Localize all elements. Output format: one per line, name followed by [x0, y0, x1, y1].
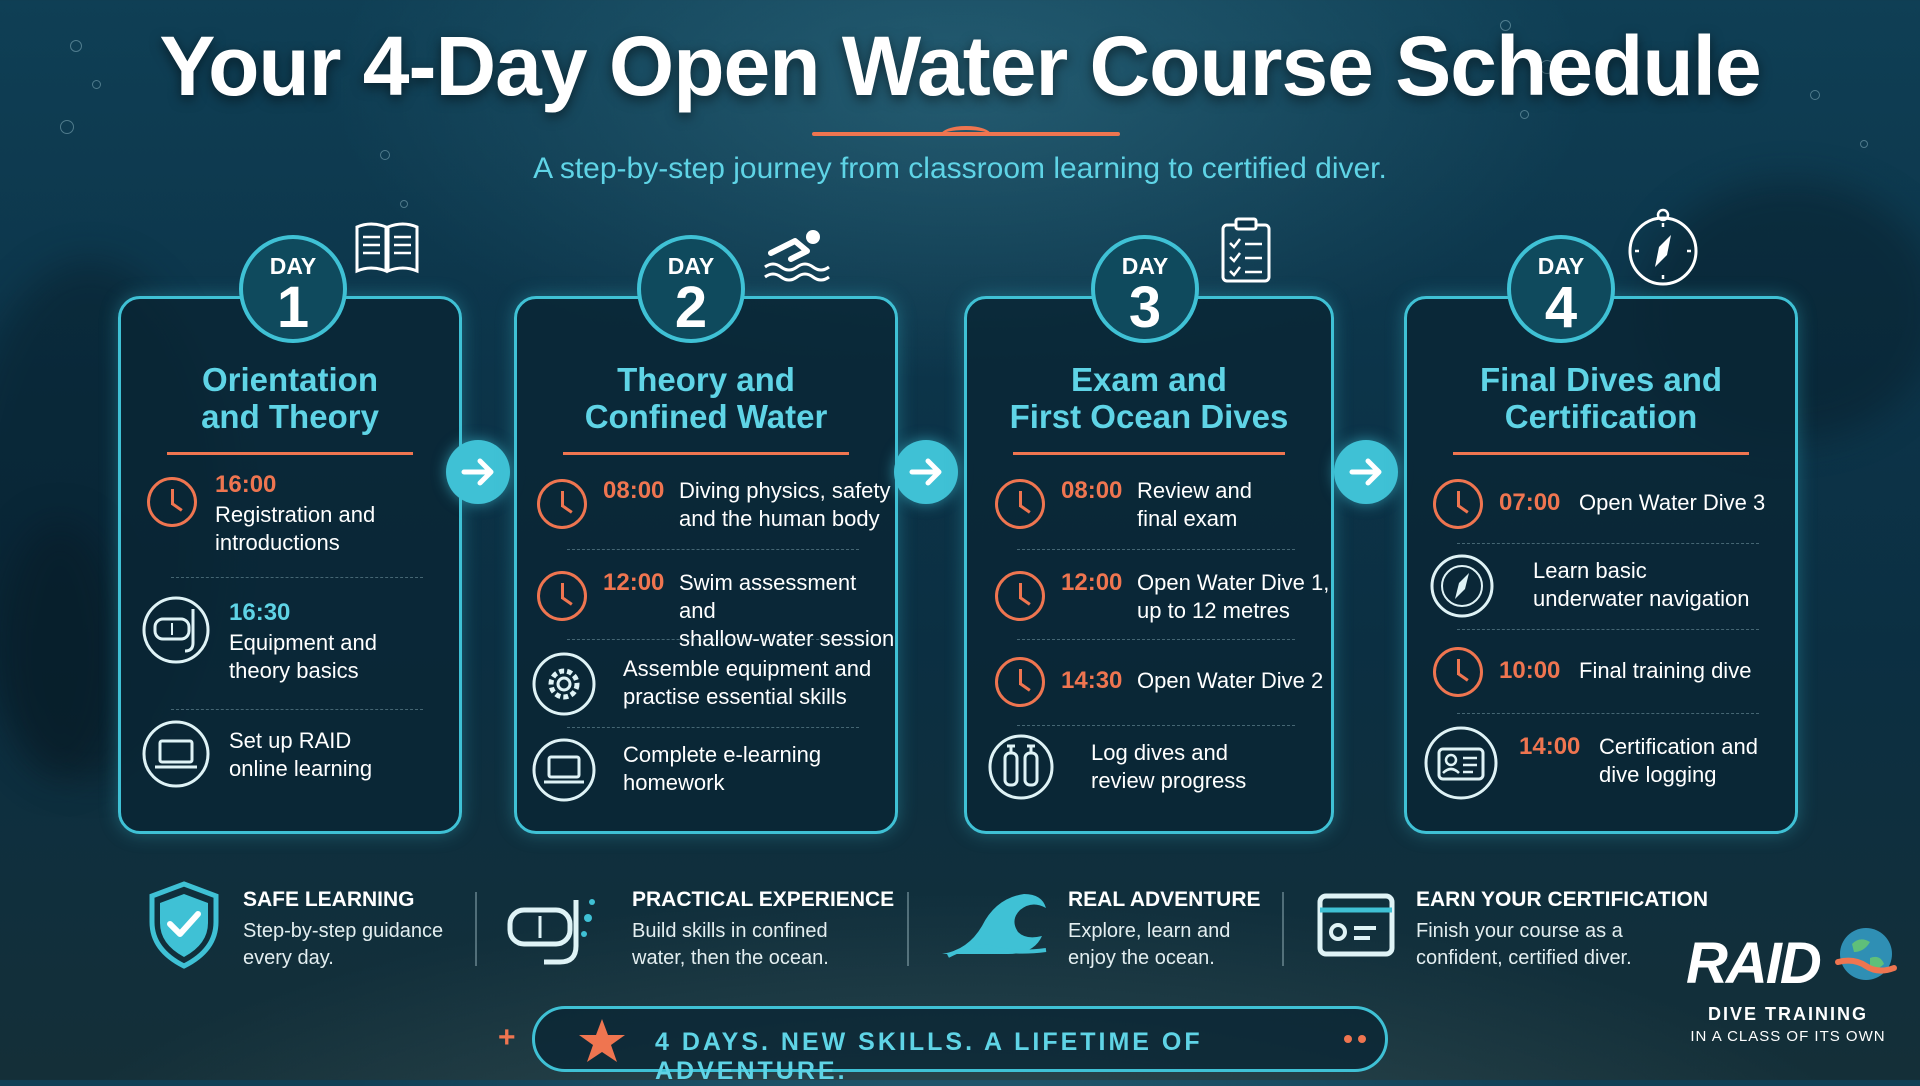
day-badge — [637, 235, 745, 343]
item-text-line: Review and — [1137, 478, 1252, 503]
laptop-icon — [531, 737, 597, 803]
benefit-line: enjoy the ocean. — [1068, 947, 1215, 969]
item-time: 10:00 — [1499, 657, 1561, 684]
benefit-line: Explore, learn and — [1068, 920, 1231, 942]
item-separator — [1017, 639, 1295, 640]
item-text-line: Equipment and — [229, 630, 377, 655]
day-card-2 — [514, 253, 898, 834]
day-title-line: Theory and — [617, 361, 795, 398]
day-card-1 — [118, 253, 462, 834]
benefit-heading: SAFE LEARNING — [243, 888, 415, 911]
day-badge — [1091, 235, 1199, 343]
item-text-line: and the human body — [679, 506, 880, 531]
item-time: 12:00 — [603, 569, 665, 596]
day-title — [1407, 361, 1795, 435]
item-text-line: Set up RAID — [229, 728, 352, 753]
item-text-line: Open Water Dive 1, — [1137, 570, 1330, 595]
next-day-arrow — [1334, 440, 1398, 504]
item-time: 12:00 — [1061, 569, 1123, 596]
item-text-line: Diving physics, safety — [679, 478, 891, 503]
day-label: DAY — [1121, 253, 1169, 279]
wave-icon — [938, 884, 1050, 958]
compass-icon — [1429, 553, 1495, 619]
item-text — [1579, 657, 1751, 685]
shield-check-icon — [146, 880, 222, 970]
item-text-line: Learn basic — [1533, 558, 1647, 583]
page-title: Your 4-Day Open Water Course Schedule — [159, 19, 1761, 113]
benefit-description — [1416, 918, 1632, 972]
item-time: 08:00 — [603, 477, 665, 504]
title-divider — [1453, 452, 1749, 455]
item-separator — [567, 727, 859, 728]
title-underline-wave — [941, 126, 991, 144]
next-day-arrow — [894, 440, 958, 504]
day-card-4 — [1404, 253, 1798, 834]
item-text-line: theory basics — [229, 658, 359, 683]
item-time: 16:00 — [215, 471, 277, 498]
benefit-description — [243, 918, 443, 972]
item-time: 16:30 — [229, 599, 291, 626]
clock-icon — [995, 657, 1045, 707]
banner-text: 4 DAYS. NEW SKILLS. A LIFETIME OF ADVENTURE. — [655, 1028, 1203, 1085]
title-divider — [1013, 452, 1285, 455]
swimmer-icon — [761, 225, 837, 283]
arrow-right-icon — [446, 440, 510, 504]
clock-icon — [1433, 479, 1483, 529]
item-text — [1533, 557, 1749, 613]
plus-decoration-icon: + — [498, 1021, 516, 1054]
item-text — [679, 477, 891, 533]
benefit-line: Step-by-step guidance — [243, 920, 444, 942]
day-label: DAY — [667, 253, 715, 279]
tagline-banner — [532, 1006, 1388, 1085]
day-title-line: Final Dives and — [1479, 361, 1723, 398]
item-text-line: Open Water Dive 2 — [1137, 668, 1324, 693]
item-separator — [1457, 543, 1759, 544]
item-text — [1599, 733, 1758, 789]
benefit-line: water, then the ocean. — [632, 947, 829, 969]
item-text-line: dive logging — [1599, 762, 1717, 787]
benefit-description — [632, 918, 829, 972]
dive-mask-icon — [504, 888, 600, 968]
item-separator — [171, 709, 423, 710]
item-separator — [171, 577, 423, 578]
day-number: 2 — [674, 275, 708, 340]
item-text-line: Log dives and — [1091, 740, 1228, 765]
day-card-3 — [964, 253, 1334, 834]
item-text-line: homework — [623, 770, 725, 795]
day-number: 1 — [276, 275, 310, 340]
day-title-line: Exam and — [1071, 361, 1227, 398]
laptop-icon — [141, 719, 211, 789]
benefit-divider — [475, 892, 477, 966]
benefit-heading: PRACTICAL EXPERIENCE — [632, 888, 895, 911]
benefit-heading: EARN YOUR CERTIFICATION — [1416, 888, 1709, 911]
title-divider — [563, 452, 849, 455]
day-title-line: Confined Water — [584, 398, 828, 435]
item-time: 08:00 — [1061, 477, 1123, 504]
item-text-line: Registration and — [215, 502, 376, 527]
item-separator — [1457, 629, 1759, 630]
benefit-line: confident, certified diver. — [1416, 947, 1632, 969]
benefit-divider — [1282, 892, 1284, 966]
dive-mask-icon — [141, 595, 211, 665]
gear-icon — [531, 651, 597, 717]
item-text-line: Final training dive — [1579, 658, 1752, 683]
item-text-line: practise essential skills — [623, 684, 847, 709]
item-text — [1579, 489, 1765, 517]
item-text — [679, 569, 895, 653]
arrow-right-icon — [1334, 440, 1398, 504]
page-subtitle: A step-by-step journey from classroom learning to certified diver. — [533, 152, 1387, 185]
item-text-line: Assemble equipment and — [623, 656, 872, 681]
day-label: DAY — [269, 253, 317, 279]
benefit-line: Finish your course as a — [1416, 920, 1623, 942]
item-text — [229, 727, 372, 783]
compass-icon — [1625, 207, 1701, 287]
title-divider — [167, 452, 413, 455]
item-text — [1137, 569, 1329, 625]
item-text-line: Open Water Dive 3 — [1579, 490, 1766, 515]
day-title-line: Certification — [1504, 398, 1698, 435]
clipboard-checklist-icon — [1219, 217, 1273, 285]
globe-diver-icon — [1830, 922, 1900, 988]
starfish-icon — [577, 1017, 627, 1065]
item-separator — [567, 549, 859, 550]
day-title-line: First Ocean Dives — [1009, 398, 1289, 435]
item-text-line: Certification and — [1599, 734, 1758, 759]
item-separator — [1457, 713, 1759, 714]
item-separator — [567, 639, 859, 640]
clock-icon — [537, 571, 587, 621]
item-text — [623, 655, 871, 711]
logo-wordmark: RAID — [1686, 931, 1820, 996]
item-text — [623, 741, 821, 797]
day-badge — [239, 235, 347, 343]
day-title-line: Orientation — [201, 361, 378, 398]
benefit-line: Build skills in confined — [632, 920, 828, 942]
day-title-line: and Theory — [201, 398, 379, 435]
day-title — [121, 361, 459, 435]
benefit-heading: REAL ADVENTURE — [1068, 888, 1261, 911]
item-text-line: final exam — [1137, 506, 1238, 531]
clock-icon — [537, 479, 587, 529]
day-title — [967, 361, 1331, 435]
item-text — [1091, 739, 1246, 795]
item-text-line: Complete e-learning — [623, 742, 822, 767]
open-book-icon — [353, 217, 421, 277]
item-text-line: up to 12 metres — [1137, 598, 1290, 623]
item-time: 14:00 — [1519, 733, 1581, 760]
item-text-line: online learning — [229, 756, 373, 781]
benefit-line: every day. — [243, 947, 334, 969]
item-text — [215, 501, 375, 557]
logo-tagline: IN A CLASS OF ITS OWN — [1690, 1028, 1886, 1045]
item-text — [229, 629, 377, 685]
benefit-divider — [907, 892, 909, 966]
item-time: 14:30 — [1061, 667, 1123, 694]
item-text-line: introductions — [215, 530, 340, 555]
id-card-icon — [1423, 725, 1499, 801]
dots-decoration — [1344, 1030, 1372, 1048]
day-title — [517, 361, 895, 435]
next-day-arrow — [446, 440, 510, 504]
logo-tagline: DIVE TRAINING — [1707, 1004, 1868, 1024]
item-text — [1137, 667, 1323, 695]
item-text-line: shallow-water session — [679, 626, 895, 651]
arrow-right-icon — [894, 440, 958, 504]
benefit-description — [1068, 918, 1230, 972]
day-number: 4 — [1544, 275, 1578, 340]
clock-icon — [147, 477, 197, 527]
clock-icon — [1433, 647, 1483, 697]
item-text — [1137, 477, 1252, 533]
scuba-tanks-icon — [987, 733, 1055, 801]
day-badge — [1507, 235, 1615, 343]
item-text-line: Swim assessment and — [679, 570, 857, 623]
clock-icon — [995, 571, 1045, 621]
item-separator — [1017, 725, 1295, 726]
clock-icon — [995, 479, 1045, 529]
item-separator — [1017, 549, 1295, 550]
certification-card-icon — [1316, 892, 1396, 958]
item-time: 07:00 — [1499, 489, 1561, 516]
day-label: DAY — [1537, 253, 1585, 279]
item-text-line: underwater navigation — [1533, 586, 1750, 611]
day-number: 3 — [1128, 275, 1162, 340]
item-text-line: review progress — [1091, 768, 1247, 793]
